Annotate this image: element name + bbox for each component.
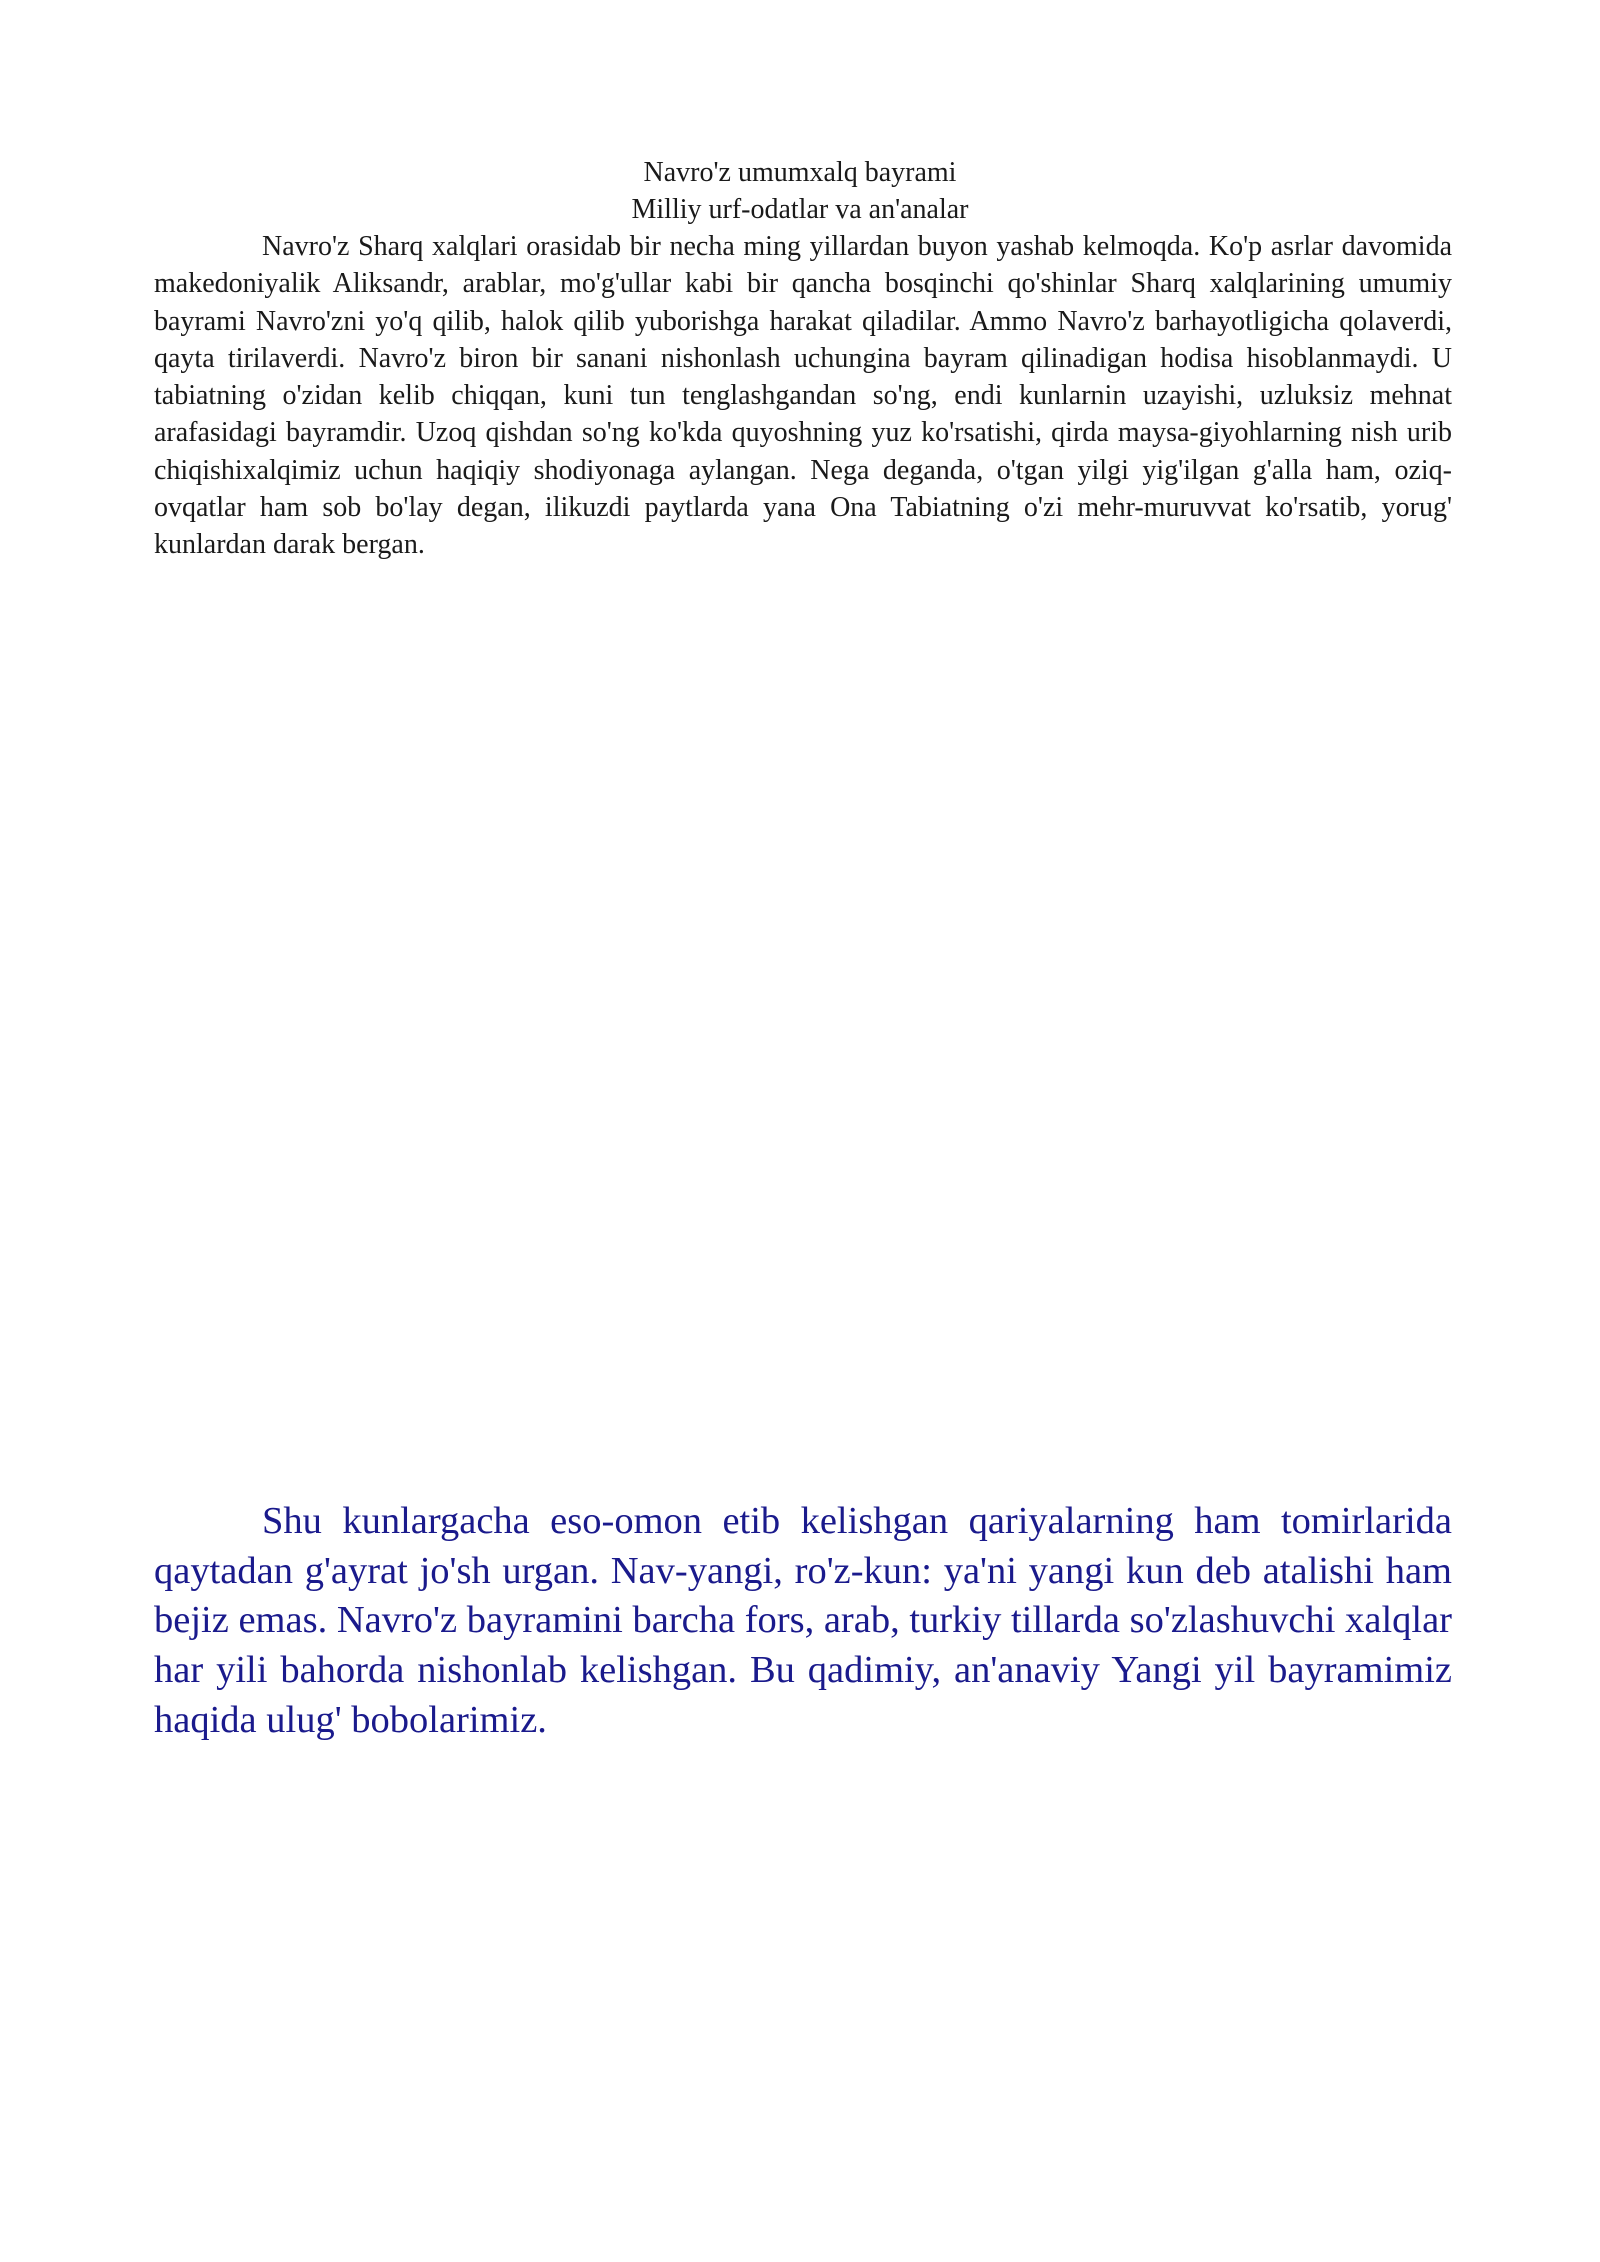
paragraph-blue: Shu kunlargacha eso-omon etib kelishgan qariyalarning ham tomirlarida qaytadan g'ayrat jo'sh urgan. Nav-yangi, ro'z-kun: ya'ni yangi kun deb atalishi ham bejiz emas. Navro'z bayramini barcha fors, arab, turkiy tillarda so'zlashuvchi xalqlar har yili bahorda nishonlab kelishgan. Bu qadimiy, an'anaviy Yangi yil bayramimiz haqida ulug' bobolarimiz.: [154, 1500, 1452, 1741]
paragraph-intro: Navro'z Sharq xalqlari orasidab bir necha ming yillardan buyon yashab kelmoqda. Ko'p asrlar davomida makedoniyalik Aliksandr, arablar, mo'g'ullar kabi bir qancha bosqinchi qo'shinlar Sharq xalqlarining umumiy bayrami Navro'zni yo'q qilib, halok qilib yuborishga harakat qiladilar. Ammo Navro'z barhayotligicha qolaverdi, qayta tirilaverdi. Navro'z biron bir sanani nishonlash uchungina bayram qilinadigan hodisa hisoblanmaydi. U tabiatning o'zidan kelib chiqqan, kuni tun tenglashgandan so'ng, endi kunlarnin uzayishi, uzluksiz mehnat arafasidagi bayramdir. Uzoq qishdan so'ng ko'kda quyoshning yuz ko'rsatishi, qirda maysa-giyohlarning nish urib chiqishixalqimiz uchun haqiqiy shodiyonaga aylangan. Nega deganda, o'tgan yilgi yig'ilgan g'alla ham, oziq-ovqatlar ham sob bo'lay degan, ilikuzdi paytlarda yana Ona Tabiatning o'zi mehr-muruvvat ko'rsatib, yorug' kunlardan darak bergan.: [154, 231, 1452, 561]
document-subtitle: Milliy urf-odatlar va an'analar: [631, 194, 969, 225]
document-title: Navro'z umumxalq bayrami: [643, 157, 957, 188]
